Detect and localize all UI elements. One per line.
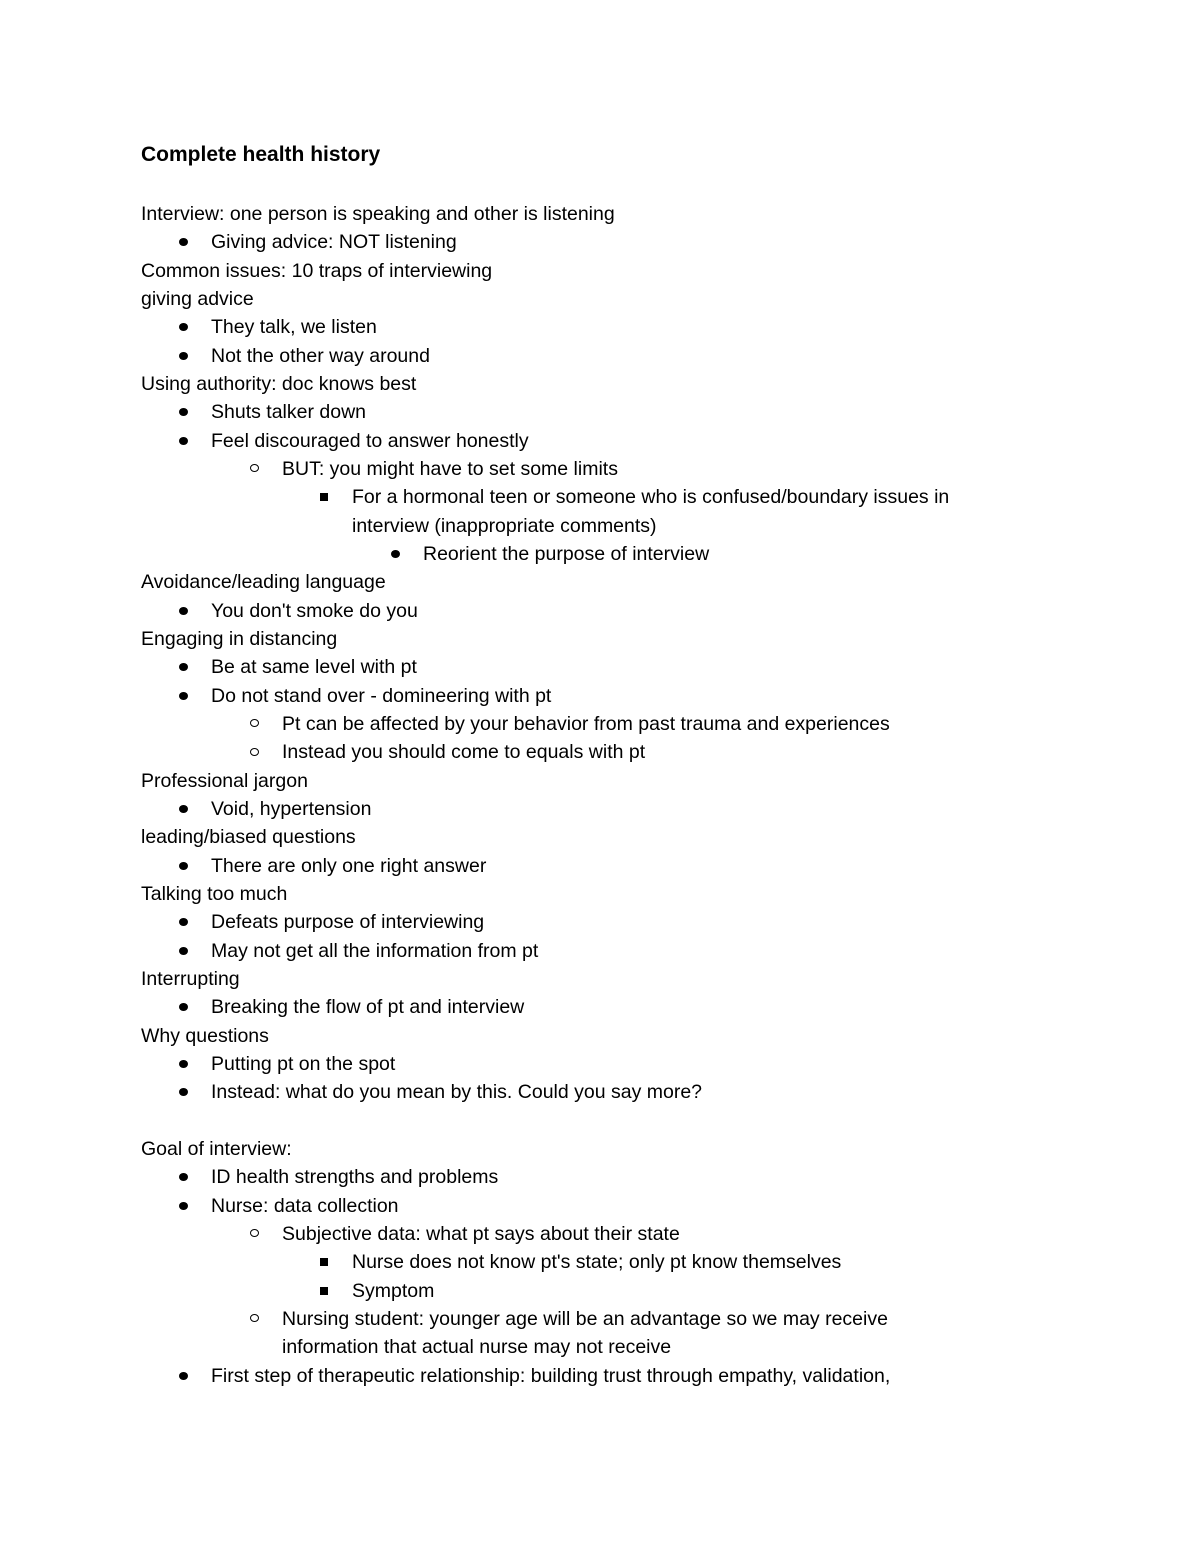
disc-bullet-icon [179,663,188,671]
bullet-item-text: Reorient the purpose of interview [423,542,710,565]
disc-bullet-icon [179,1003,188,1011]
note-heading-line: Talking too much [141,882,288,905]
disc-bullet-icon [179,352,188,360]
note-heading-line: Interview: one person is speaking and other is listening [141,203,615,225]
bullet-item-text: Pt can be affected by your behavior from past trauma and experiences [282,712,890,735]
note-heading-line: Avoidance/leading language [141,571,386,594]
note-heading-line: Engaging in distancing [141,627,338,650]
bullet-item-text: Shuts talker down [211,401,367,424]
bullet-item-text: Nurse does not know pt's state; only pt know themselves [352,1251,842,1274]
square-bullet-icon [320,1287,328,1295]
bullet-item-text: First step of therapeutic relationship: building trust through empathy, validation, [211,1364,891,1387]
note-heading-line: leading/biased questions [141,826,356,849]
disc-bullet-icon [179,1088,188,1096]
square-bullet-icon [320,1258,328,1266]
circle-bullet-icon [250,464,259,472]
bullet-item-text: Nurse: data collection [211,1194,399,1217]
disc-bullet-icon [179,1202,188,1210]
bullet-item-text: You don't smoke do you [211,599,418,622]
note-heading-line: Goal of interview: [141,1137,292,1160]
disc-bullet-icon [179,408,188,416]
bullet-item-text: Be at same level with pt [211,656,417,679]
disc-bullet-icon [179,862,188,870]
disc-bullet-icon [179,1060,188,1068]
bullet-item-text: Breaking the flow of pt and interview [211,996,525,1019]
disc-bullet-icon [391,550,400,558]
disc-bullet-icon [179,437,188,445]
disc-bullet-icon [179,323,188,331]
disc-bullet-icon [179,1372,188,1380]
bullet-item-text: interview (inappropriate comments) [352,514,657,537]
bullet-item-text: Instead: what do you mean by this. Could you say more? [211,1081,703,1104]
bullet-item-text: ID health strengths and problems [211,1166,499,1189]
disc-bullet-icon [179,918,188,926]
bullet-item-text: They talk, we listen [211,316,377,339]
disc-bullet-icon [179,947,188,955]
bullet-item-text: There are only one right answer [211,854,487,877]
square-bullet-icon [320,493,328,501]
bullet-item-text: Feel discouraged to answer honestly [211,429,529,452]
bullet-item-text: Symptom [352,1279,435,1302]
disc-bullet-icon [179,1173,188,1181]
circle-bullet-icon [250,719,259,727]
note-heading-line: Using authority: doc knows best [141,372,417,395]
disc-bullet-icon [179,238,188,246]
bullet-item-text: information that actual nurse may not receive [282,1336,672,1359]
note-heading-line: Professional jargon [141,769,308,792]
bullet-item-text: For a hormonal teen or someone who is confused/boundary issues in [352,486,950,509]
disc-bullet-icon [179,607,188,615]
bullet-item-text: Void, hypertension [211,797,372,820]
circle-bullet-icon [250,1314,259,1322]
note-heading-line: Interrupting [141,967,240,990]
document-title: Complete health history [141,143,381,166]
note-heading-line: Why questions [141,1024,269,1047]
bullet-item-text: Putting pt on the spot [211,1052,396,1075]
disc-bullet-icon [179,805,188,813]
bullet-item-text: Instead you should come to equals with pt [282,741,646,764]
bullet-item-text: Giving advice: NOT listening [211,231,457,254]
circle-bullet-icon [250,1229,259,1237]
bullet-item-text: Subjective data: what pt says about their state [282,1222,680,1245]
bullet-item-text: Nursing student: younger age will be an advantage so we may receive [282,1307,888,1330]
bullet-item-text: Defeats purpose of interviewing [211,911,485,934]
bullet-item-text: May not get all the information from pt [211,939,539,962]
bullet-item-text: Do not stand over - domineering with pt [211,684,552,707]
bullet-item-text: BUT: you might have to set some limits [282,457,618,480]
disc-bullet-icon [179,692,188,700]
circle-bullet-icon [250,748,259,756]
note-heading-line: Common issues: 10 traps of interviewing [141,259,493,282]
note-heading-line: giving advice [141,287,254,310]
bullet-item-text: Not the other way around [211,344,430,367]
